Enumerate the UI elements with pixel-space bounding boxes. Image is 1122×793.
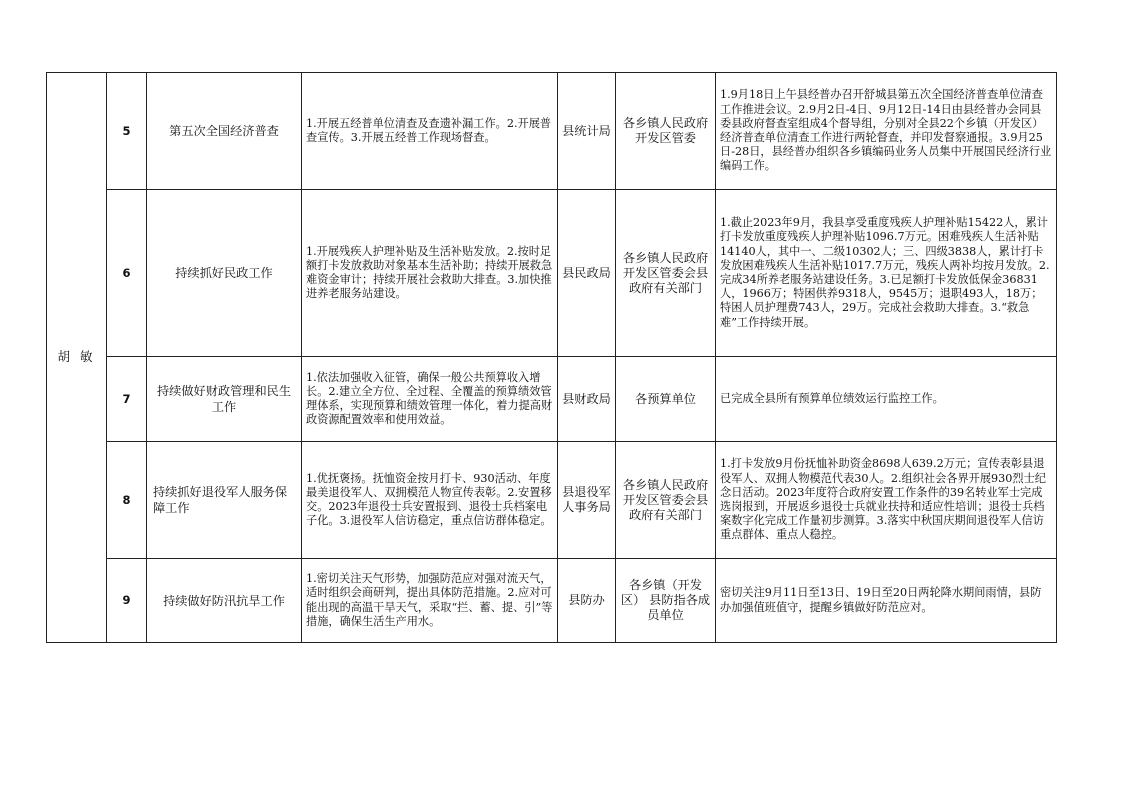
work-progress-table [46, 72, 1057, 643]
table-row [47, 190, 1057, 357]
table-row [47, 357, 1057, 442]
progress-text: 已完成全县所有预算单位绩效运行监控工作。 [716, 357, 1057, 442]
lead-unit: 县退役军人事务局 [558, 442, 616, 559]
task-name: 持续抓好退役军人服务保障工作 [147, 442, 302, 559]
cooperating-units: 各乡镇人民政府开发区管委会县政府有关部门 [616, 442, 716, 559]
task-measures: 1.开展五经普单位清查及查遗补漏工作。2.开展普查宣传。3.开展五经普工作现场督查。 [302, 73, 558, 190]
task-name: 持续做好财政管理和民生工作 [147, 357, 302, 442]
task-measures: 1.依法加强收入征管，确保一般公共预算收入增长。2.建立全方位、全过程、全覆盖的预算绩效管理体系，实现预算和绩效管理一体化，着力提高财政资源配置效率和使用效益。 [302, 357, 558, 442]
progress-text: 1.9月18日上午县经普办召开舒城县第五次全国经济普查单位清查工作推进会议。2.9月2日-4日、9月12日-14日由县经普办会同县委县政府督查室组成4个督导组，分别对全县22个乡镇（开发区）经济普查单位清查工作进行两轮督查，并印发督察通报。3.9月25日-28日，县经普办组织各乡镇编码业务人员集中开展国民经济行业编码工作。 [716, 73, 1057, 190]
task-measures: 1.开展残疾人护理补贴及生活补贴发放。2.按时足额打卡发放救助对象基本生活补助；持续开展救急难资金审计；持续开展社会救助大排查。3.加快推进养老服务站建设。 [302, 190, 558, 357]
lead-unit: 县财政局 [558, 357, 616, 442]
cooperating-units: 各乡镇（开发区） 县防指各成员单位 [616, 559, 716, 643]
lead-unit: 县统计局 [558, 73, 616, 190]
table-row [47, 73, 1057, 190]
task-name: 第五次全国经济普查 [147, 73, 302, 190]
cooperating-units: 各乡镇人民政府开发区管委会县政府有关部门 [616, 190, 716, 357]
cooperating-units: 各预算单位 [616, 357, 716, 442]
task-name: 持续做好防汛抗旱工作 [147, 559, 302, 643]
lead-unit: 县民政局 [558, 190, 616, 357]
table-row [47, 559, 1057, 643]
row-number: 9 [107, 559, 147, 643]
lead-unit: 县防办 [558, 559, 616, 643]
progress-text: 1.截止2023年9月，我县享受重度残疾人护理补贴15422人，累计打卡发放重度残疾人护理补贴1096.7万元。困难残疾人生活补贴14140人，其中一、二级10302人；三、四级3838人，累计打卡发放困难残疾人生活补贴1017.7万元，残疾人两补均按月发放。2.完成34所养老服务站建设任务。3.已足额打卡发放低保金36831人，1966万；特困供养9318人，9545万；退职493人，18万；特困人员护理费743人，29万。完成社会救助大排查。3.“救急难”工作持续开展。 [716, 190, 1057, 357]
task-measures: 1.优抚褒扬。抚恤资金按月打卡、930活动、年度最美退役军人、双拥模范人物宣传表彰。2.安置移交。2023年退役士兵安置报到、退役士兵档案电子化。3.退役军人信访稳定，重点信访群体稳定。 [302, 442, 558, 559]
table-row [47, 442, 1057, 559]
leader-name: 胡敏 [47, 73, 107, 643]
row-number: 5 [107, 73, 147, 190]
task-name: 持续抓好民政工作 [147, 190, 302, 357]
row-number: 7 [107, 357, 147, 442]
row-number: 6 [107, 190, 147, 357]
cooperating-units: 各乡镇人民政府开发区管委 [616, 73, 716, 190]
progress-text: 密切关注9月11日至13日、19日至20日两轮降水期间雨情，县防办加强值班值守，提醒乡镇做好防范应对。 [716, 559, 1057, 643]
progress-text: 1.打卡发放9月份抚恤补助资金8698人639.2万元；宣传表彰县退役军人、双拥人物模范代表30人。2.组织社会各界开展930烈士纪念日活动。2023年度符合政府安置工作条件的39名转业军士完成选岗报到，开展返乡退役士兵就业扶持和适应性培训；退役士兵档案数字化完成工作量初步测算。3.落实中秋国庆期间退役军人信访重点群体、重点人稳控。 [716, 442, 1057, 559]
task-measures: 1.密切关注天气形势，加强防范应对强对流天气，适时组织会商研判，提出具体防范措施。2.应对可能出现的高温干旱天气，采取“拦、蓄、提、引”等措施，确保生活生产用水。 [302, 559, 558, 643]
row-number: 8 [107, 442, 147, 559]
